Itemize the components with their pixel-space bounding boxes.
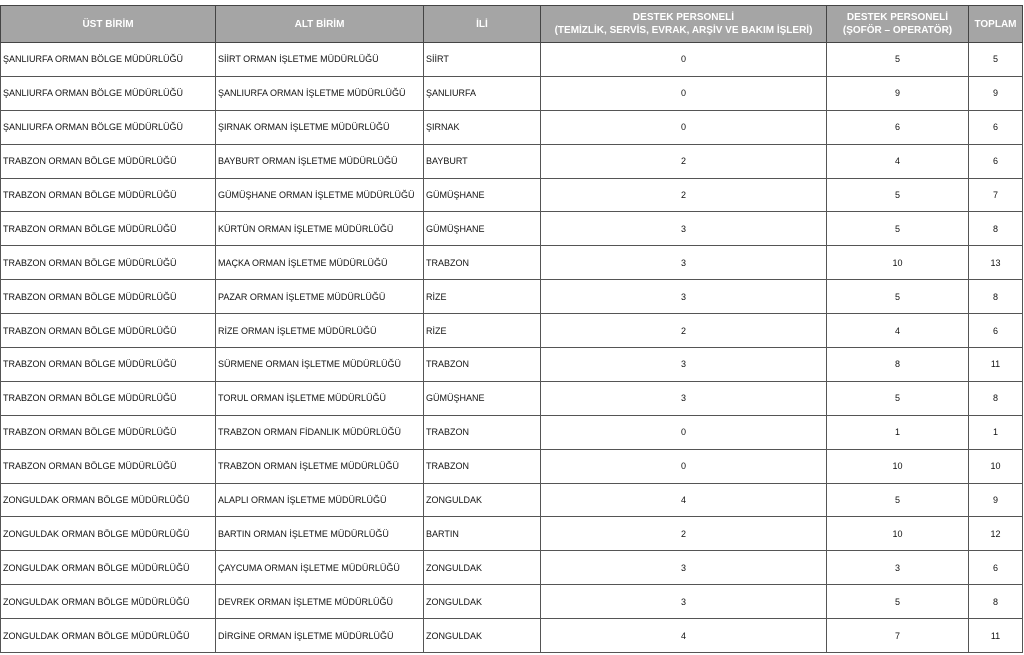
cell-toplam: 6 [969, 110, 1023, 144]
cell-toplam: 9 [969, 483, 1023, 517]
cell-alt-birim: DEVREK ORMAN İŞLETME MÜDÜRLÜĞÜ [216, 585, 424, 619]
cell-ili: GÜMÜŞHANE [424, 381, 541, 415]
cell-destek-sofor: 8 [827, 348, 969, 382]
cell-ust-birim: TRABZON ORMAN BÖLGE MÜDÜRLÜĞÜ [1, 246, 216, 280]
cell-alt-birim: DİRGİNE ORMAN İŞLETME MÜDÜRLÜĞÜ [216, 619, 424, 653]
cell-ust-birim: TRABZON ORMAN BÖLGE MÜDÜRLÜĞÜ [1, 314, 216, 348]
cell-toplam: 5 [969, 43, 1023, 77]
header-ust-birim: ÜST BİRİM [1, 6, 216, 43]
table-row [1, 76, 1023, 110]
cell-ili: BARTIN [424, 517, 541, 551]
cell-destek-sofor: 5 [827, 178, 969, 212]
table-row [1, 551, 1023, 585]
cell-ust-birim: ZONGULDAK ORMAN BÖLGE MÜDÜRLÜĞÜ [1, 483, 216, 517]
cell-toplam: 10 [969, 449, 1023, 483]
cell-ust-birim: ŞANLIURFA ORMAN BÖLGE MÜDÜRLÜĞÜ [1, 43, 216, 77]
cell-ili: ZONGULDAK [424, 551, 541, 585]
cell-ust-birim: TRABZON ORMAN BÖLGE MÜDÜRLÜĞÜ [1, 449, 216, 483]
cell-destek-sofor: 4 [827, 314, 969, 348]
header-ili: İLİ [424, 6, 541, 43]
cell-ust-birim: ZONGULDAK ORMAN BÖLGE MÜDÜRLÜĞÜ [1, 619, 216, 653]
cell-ust-birim: TRABZON ORMAN BÖLGE MÜDÜRLÜĞÜ [1, 178, 216, 212]
cell-ust-birim: ZONGULDAK ORMAN BÖLGE MÜDÜRLÜĞÜ [1, 551, 216, 585]
cell-destek-temizlik: 4 [541, 483, 827, 517]
header-destek-temizlik [541, 6, 827, 43]
cell-destek-temizlik: 3 [541, 551, 827, 585]
cell-ili: ŞANLIURFA [424, 76, 541, 110]
cell-ili: RİZE [424, 280, 541, 314]
table-row [1, 517, 1023, 551]
cell-alt-birim: BAYBURT ORMAN İŞLETME MÜDÜRLÜĞÜ [216, 144, 424, 178]
cell-alt-birim: RİZE ORMAN İŞLETME MÜDÜRLÜĞÜ [216, 314, 424, 348]
cell-ili: ŞIRNAK [424, 110, 541, 144]
cell-toplam: 8 [969, 381, 1023, 415]
cell-destek-sofor: 5 [827, 280, 969, 314]
table-row [1, 178, 1023, 212]
cell-alt-birim: ÇAYCUMA ORMAN İŞLETME MÜDÜRLÜĞÜ [216, 551, 424, 585]
cell-toplam: 6 [969, 551, 1023, 585]
table-row [1, 43, 1023, 77]
table-row [1, 619, 1023, 653]
table-row [1, 348, 1023, 382]
cell-alt-birim: TRABZON ORMAN FİDANLIK MÜDÜRLÜĞÜ [216, 415, 424, 449]
cell-alt-birim: KÜRTÜN ORMAN İŞLETME MÜDÜRLÜĞÜ [216, 212, 424, 246]
header-line: (TEMİZLİK, SERVİS, EVRAK, ARŞİV VE BAKIM İŞLERİ) [554, 25, 813, 36]
cell-toplam: 9 [969, 76, 1023, 110]
cell-destek-temizlik: 2 [541, 178, 827, 212]
table-row [1, 246, 1023, 280]
cell-toplam: 13 [969, 246, 1023, 280]
cell-destek-sofor: 10 [827, 449, 969, 483]
cell-ili: ZONGULDAK [424, 619, 541, 653]
cell-destek-temizlik: 3 [541, 212, 827, 246]
cell-ili: TRABZON [424, 246, 541, 280]
cell-alt-birim: BARTIN ORMAN İŞLETME MÜDÜRLÜĞÜ [216, 517, 424, 551]
cell-destek-sofor: 3 [827, 551, 969, 585]
cell-ili: GÜMÜŞHANE [424, 212, 541, 246]
cell-toplam: 6 [969, 314, 1023, 348]
cell-destek-sofor: 5 [827, 585, 969, 619]
cell-alt-birim: TORUL ORMAN İŞLETME MÜDÜRLÜĞÜ [216, 381, 424, 415]
cell-alt-birim: PAZAR ORMAN İŞLETME MÜDÜRLÜĞÜ [216, 280, 424, 314]
cell-alt-birim: ŞANLIURFA ORMAN İŞLETME MÜDÜRLÜĞÜ [216, 76, 424, 110]
cell-toplam: 8 [969, 280, 1023, 314]
cell-ust-birim: ŞANLIURFA ORMAN BÖLGE MÜDÜRLÜĞÜ [1, 76, 216, 110]
table-row [1, 449, 1023, 483]
table-row [1, 381, 1023, 415]
cell-destek-sofor: 9 [827, 76, 969, 110]
cell-ust-birim: TRABZON ORMAN BÖLGE MÜDÜRLÜĞÜ [1, 280, 216, 314]
cell-destek-temizlik: 0 [541, 110, 827, 144]
cell-destek-sofor: 10 [827, 517, 969, 551]
table-row [1, 144, 1023, 178]
header-row [1, 6, 1023, 43]
header-destek-sofor [827, 6, 969, 43]
cell-destek-temizlik: 3 [541, 246, 827, 280]
cell-ust-birim: TRABZON ORMAN BÖLGE MÜDÜRLÜĞÜ [1, 212, 216, 246]
table-row [1, 314, 1023, 348]
cell-toplam: 8 [969, 212, 1023, 246]
cell-destek-sofor: 5 [827, 212, 969, 246]
cell-toplam: 12 [969, 517, 1023, 551]
cell-ili: TRABZON [424, 449, 541, 483]
cell-destek-sofor: 4 [827, 144, 969, 178]
cell-destek-temizlik: 3 [541, 348, 827, 382]
cell-toplam: 1 [969, 415, 1023, 449]
cell-destek-temizlik: 0 [541, 43, 827, 77]
cell-destek-sofor: 7 [827, 619, 969, 653]
cell-alt-birim: GÜMÜŞHANE ORMAN İŞLETME MÜDÜRLÜĞÜ [216, 178, 424, 212]
cell-ust-birim: ŞANLIURFA ORMAN BÖLGE MÜDÜRLÜĞÜ [1, 110, 216, 144]
cell-destek-temizlik: 4 [541, 619, 827, 653]
cell-destek-temizlik: 0 [541, 449, 827, 483]
cell-alt-birim: SİİRT ORMAN İŞLETME MÜDÜRLÜĞÜ [216, 43, 424, 77]
table-row [1, 415, 1023, 449]
cell-ust-birim: TRABZON ORMAN BÖLGE MÜDÜRLÜĞÜ [1, 348, 216, 382]
cell-destek-sofor: 5 [827, 43, 969, 77]
cell-destek-temizlik: 3 [541, 381, 827, 415]
cell-ust-birim: TRABZON ORMAN BÖLGE MÜDÜRLÜĞÜ [1, 144, 216, 178]
cell-ili: GÜMÜŞHANE [424, 178, 541, 212]
cell-ili: BAYBURT [424, 144, 541, 178]
cell-ust-birim: TRABZON ORMAN BÖLGE MÜDÜRLÜĞÜ [1, 415, 216, 449]
cell-ili: ZONGULDAK [424, 585, 541, 619]
personnel-table [0, 5, 1023, 653]
cell-destek-temizlik: 2 [541, 517, 827, 551]
table-row [1, 110, 1023, 144]
cell-destek-temizlik: 3 [541, 280, 827, 314]
cell-destek-sofor: 5 [827, 381, 969, 415]
cell-destek-temizlik: 0 [541, 76, 827, 110]
cell-ili: TRABZON [424, 415, 541, 449]
cell-toplam: 8 [969, 585, 1023, 619]
cell-destek-sofor: 1 [827, 415, 969, 449]
cell-ust-birim: ZONGULDAK ORMAN BÖLGE MÜDÜRLÜĞÜ [1, 585, 216, 619]
header-line: (ŞOFÖR – OPERATÖR) [842, 25, 953, 36]
cell-destek-temizlik: 0 [541, 415, 827, 449]
cell-destek-temizlik: 2 [541, 144, 827, 178]
header-line: DESTEK PERSONELİ [632, 12, 735, 23]
header-line: DESTEK PERSONELİ [846, 12, 949, 23]
table-row [1, 280, 1023, 314]
cell-destek-temizlik: 2 [541, 314, 827, 348]
table-row [1, 483, 1023, 517]
cell-ust-birim: TRABZON ORMAN BÖLGE MÜDÜRLÜĞÜ [1, 381, 216, 415]
cell-alt-birim: TRABZON ORMAN İŞLETME MÜDÜRLÜĞÜ [216, 449, 424, 483]
cell-ust-birim: ZONGULDAK ORMAN BÖLGE MÜDÜRLÜĞÜ [1, 517, 216, 551]
cell-destek-sofor: 10 [827, 246, 969, 280]
cell-toplam: 7 [969, 178, 1023, 212]
cell-toplam: 11 [969, 348, 1023, 382]
header-toplam: TOPLAM [969, 6, 1023, 43]
table-row [1, 212, 1023, 246]
cell-alt-birim: MAÇKA ORMAN İŞLETME MÜDÜRLÜĞÜ [216, 246, 424, 280]
cell-toplam: 11 [969, 619, 1023, 653]
cell-destek-sofor: 5 [827, 483, 969, 517]
cell-destek-temizlik: 3 [541, 585, 827, 619]
cell-ili: RİZE [424, 314, 541, 348]
cell-ili: SİİRT [424, 43, 541, 77]
table-row [1, 585, 1023, 619]
header-alt-birim: ALT BİRİM [216, 6, 424, 43]
cell-alt-birim: SÜRMENE ORMAN İŞLETME MÜDÜRLÜĞÜ [216, 348, 424, 382]
cell-ili: ZONGULDAK [424, 483, 541, 517]
cell-ili: TRABZON [424, 348, 541, 382]
cell-toplam: 6 [969, 144, 1023, 178]
cell-destek-sofor: 6 [827, 110, 969, 144]
cell-alt-birim: ŞIRNAK ORMAN İŞLETME MÜDÜRLÜĞÜ [216, 110, 424, 144]
cell-alt-birim: ALAPLI ORMAN İŞLETME MÜDÜRLÜĞÜ [216, 483, 424, 517]
